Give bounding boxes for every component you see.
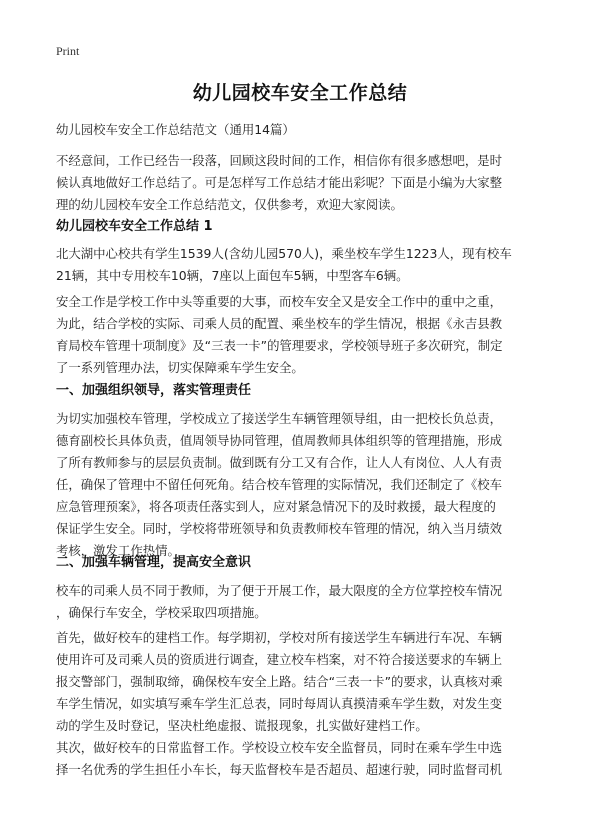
print-link[interactable]: Print: [56, 44, 80, 58]
text-line: 考核，激发工作热情。: [56, 543, 180, 558]
paragraph-stats: [56, 243, 546, 287]
text-line: 使用许可及司乘人员的资质进行调查，建立校车档案，对不符合接送要求的车辆上: [56, 652, 503, 667]
text-line: 校车的司乘人员不同于教师，为了便于开展工作，最大限度的全方位掌控校车情况: [56, 583, 503, 598]
text-line: 育局校车管理十项制度》及“三表一卡”的管理要求，学校领导班子多次研究，制定: [56, 338, 503, 353]
text-line: 了所有教师参与的层层负责制。做到既有分工又有合作，让人人有岗位、人人有责: [56, 455, 503, 470]
paragraph-vehicle-intro: [56, 580, 546, 624]
text-line: 安全工作是学校工作中头等重要的大事，而校车安全又是安全工作中的重中之重，: [56, 294, 503, 309]
text-line: 了一系列管理办法，切实保障乘车学生安全。: [56, 360, 304, 375]
subtitle-line: 幼儿园校车安全工作总结范文（通用14篇）: [56, 122, 295, 137]
text-line: 德育副校长具体负责，值周领导协同管理，值周教师具体组织等的管理措施，形成: [56, 433, 503, 448]
text-line: 动的学生及时登记，坚决杜绝虚报、谎报现象，扎实做好建档工作。: [56, 718, 428, 733]
text-line: 理的幼儿园校车安全工作总结范文，仅供参考，欢迎大家阅读。: [56, 197, 403, 212]
section-heading-a: 一、加强组织领导，落实管理责任: [56, 383, 252, 398]
paragraph-supervision: [56, 737, 546, 781]
text-line: ，确保行车安全，学校采取四项措施。: [56, 605, 267, 620]
text-line: 任，确保了管理中不留任何死角。结合校车管理的实际情况，我们还制定了《校车: [56, 477, 503, 492]
text-line: 不经意间，工作已经告一段落，回顾这段时间的工作，相信你有很多感想吧，是时: [56, 153, 503, 168]
text-line: 首先，做好校车的建档工作。每学期初，学校对所有接送学生车辆进行车况、车辆: [56, 630, 503, 645]
text-line: 为切实加强校车管理，学校成立了接送学生车辆管理领导组，由一把校长负总责，: [56, 411, 503, 426]
text-line: 北大湖中心校共有学生1539人(含幼儿园570人)，乘坐校车学生1223人，现有校车: [56, 246, 512, 261]
text-line: 车学生情况，如实填写乘车学生汇总表，同时每周认真摸清乘车学生数，对发生变: [56, 696, 503, 711]
subtitle: [56, 119, 546, 141]
text-line: 保证学生安全。同时，学校将带班领导和负责教师校车管理的情况，纳入当月绩效: [56, 521, 503, 536]
text-line: 报交警部门，强制取缔，确保校车安全上路。结合“三表一卡”的要求，认真核对乘: [56, 674, 503, 689]
section-heading-b: 二、加强车辆管理，提高安全意识: [56, 555, 252, 570]
paragraph-records: [56, 627, 546, 737]
text-line: 21辆，其中专用校车10辆，7座以上面包车5辆，中型客车6辆。: [56, 268, 409, 283]
text-line: 为此，结合学校的实际、司乘人员的配置、乘坐校车的学生情况，根据《永吉县教: [56, 316, 503, 331]
paragraph-organization: [56, 408, 546, 562]
page-title: 幼儿园校车安全工作总结: [192, 82, 408, 104]
text-line: 择一名优秀的学生担任小车长，每天监督校车是否超员、超速行驶，同时监督司机: [56, 762, 503, 777]
paragraph-importance: [56, 291, 546, 379]
section-heading-1: 幼儿园校车安全工作总结 1: [56, 219, 213, 234]
intro-paragraph: [56, 150, 546, 216]
text-line: 其次，做好校车的日常监督工作。学校设立校车安全监督员，同时在乘车学生中选: [56, 740, 503, 755]
text-line: 应急管理预案》，将各项责任落实到人，应对紧急情况下的及时救援，最大程度的: [56, 499, 496, 514]
text-line: 候认真地做好工作总结了。可是怎样写工作总结才能出彩呢？下面是小编为大家整: [56, 175, 503, 190]
